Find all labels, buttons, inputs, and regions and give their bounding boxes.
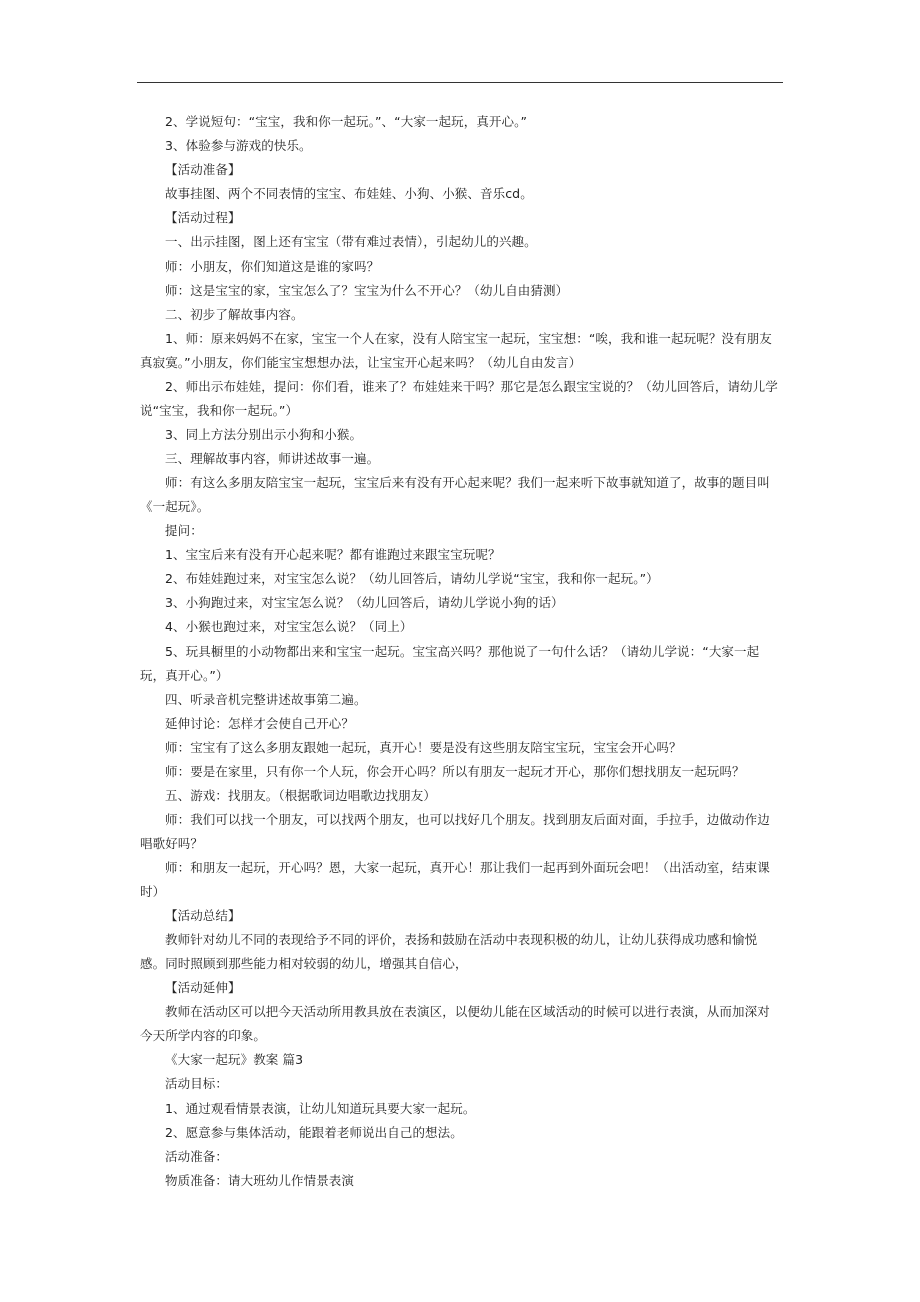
paragraph: 一、出示挂图，图上还有宝宝（带有难过表情），引起幼儿的兴趣。 bbox=[165, 234, 537, 250]
paragraph: 师：和朋友一起玩，开心吗？恩，大家一起玩，真开心！那让我们一起再到外面玩会吧！（出活动室，结束课时） bbox=[140, 859, 770, 900]
section-heading: 【活动准备】 bbox=[165, 162, 241, 178]
paragraph: 1、宝宝后来有没有开心起来呢？都有谁跑过来跟宝宝玩呢？ bbox=[165, 547, 501, 563]
paragraph: 物质准备：请大班幼儿作情景表演 bbox=[165, 1172, 355, 1188]
paragraph: 师：要是在家里，只有你一个人玩，你会开心吗？所以有朋友一起玩才开心，那你们想找朋友一起玩吗？ bbox=[165, 763, 745, 779]
paragraph: 1、通过观看情景表演，让幼儿知道玩具要大家一起玩。 bbox=[165, 1100, 476, 1116]
paragraph: 师：宝宝有了这么多朋友跟她一起玩，真开心！要是没有这些朋友陪宝宝玩，宝宝会开心吗？ bbox=[165, 739, 682, 755]
lesson-title: 《大家一起玩》教案 篇3 bbox=[165, 1052, 304, 1068]
paragraph: 3、小狗跑过来，对宝宝怎么说？（幼儿回答后，请幼儿学说小狗的话） bbox=[165, 595, 564, 611]
paragraph: 2、学说短句：“宝宝，我和你一起玩。”、“大家一起玩，真开心。” bbox=[165, 114, 528, 129]
paragraph: 1、师：原来妈妈不在家，宝宝一个人在家，没有人陪宝宝一起玩，宝宝想：“唉，我和谁一起玩呢？没有朋友真寂寞。”小朋友，你们能宝宝想想办法，让宝宝开心起来吗？（幼儿自由发言） bbox=[140, 330, 772, 370]
paragraph: 4、小猴也跑过来，对宝宝怎么说？（同上） bbox=[165, 619, 413, 635]
paragraph: 故事挂图、两个不同表情的宝宝、布娃娃、小狗、小猴、音乐cd。 bbox=[165, 186, 533, 202]
paragraph: 延伸讨论：怎样才会使自己开心？ bbox=[165, 715, 355, 731]
paragraph: 二、初步了解故事内容。 bbox=[165, 306, 304, 322]
paragraph: 2、愿意参与集体活动，能跟着老师说出自己的想法。 bbox=[165, 1124, 463, 1140]
header-rule bbox=[137, 82, 783, 83]
paragraph: 2、师出示布娃娃，提问：你们看，谁来了？布娃娃来干吗？那它是怎么跟宝宝说的？（幼儿回答后，请幼儿学说“宝宝，我和你一起玩。”） bbox=[140, 378, 778, 418]
paragraph: 2、布娃娃跑过来，对宝宝怎么说？（幼儿回答后，请幼儿学说“宝宝，我和你一起玩。”） bbox=[165, 571, 659, 587]
paragraph: 教师针对幼儿不同的表现给予不同的评价，表扬和鼓励在活动中表现积极的幼儿，让幼儿获得成功感和愉悦感。同时照顾到那些能力相对较弱的幼儿，增强其自信心， bbox=[140, 932, 758, 972]
paragraph: 五、游戏：找朋友。（根据歌词边唱歌边找朋友） bbox=[165, 787, 436, 803]
document-body bbox=[140, 110, 780, 1193]
paragraph: 师：有这么多朋友陪宝宝一起玩，宝宝后来有没有开心起来呢？我们一起来听下故事就知道了，故事的题目叫《一起玩》。 bbox=[140, 475, 770, 515]
paragraph: 师：小朋友，你们知道这是谁的家吗？ bbox=[165, 258, 380, 274]
paragraph: 3、同上方法分别出示小狗和小猴。 bbox=[165, 426, 363, 442]
paragraph: 3、体验参与游戏的快乐。 bbox=[165, 138, 312, 154]
paragraph: 师：这是宝宝的家，宝宝怎么了？宝宝为什么不开心？（幼儿自由猜测） bbox=[165, 282, 569, 298]
paragraph: 三、理解故事内容，师讲述故事一遍。 bbox=[165, 450, 380, 466]
paragraph: 教师在活动区可以把今天活动所用教具放在表演区，以便幼儿能在区域活动的时候可以进行表演，从而加深对今天所学内容的印象。 bbox=[140, 1004, 770, 1044]
paragraph: 活动准备： bbox=[165, 1148, 229, 1164]
section-heading: 【活动总结】 bbox=[165, 908, 241, 924]
paragraph: 师：我们可以找一个朋友，可以找两个朋友，也可以找好几个朋友。找到朋友后面对面，手拉手，边做动作边唱歌好吗？ bbox=[140, 811, 770, 851]
section-heading: 【活动过程】 bbox=[165, 210, 241, 226]
section-heading: 【活动延伸】 bbox=[165, 980, 241, 996]
paragraph: 5、玩具橱里的小动物都出来和宝宝一起玩。宝宝高兴吗？那他说了一句什么话？（请幼儿学说：“大家一起玩，真开心。”） bbox=[140, 643, 760, 683]
paragraph: 提问： bbox=[165, 523, 203, 539]
paragraph: 活动目标： bbox=[165, 1076, 229, 1092]
paragraph: 四、听录音机完整讲述故事第二遍。 bbox=[165, 691, 367, 707]
